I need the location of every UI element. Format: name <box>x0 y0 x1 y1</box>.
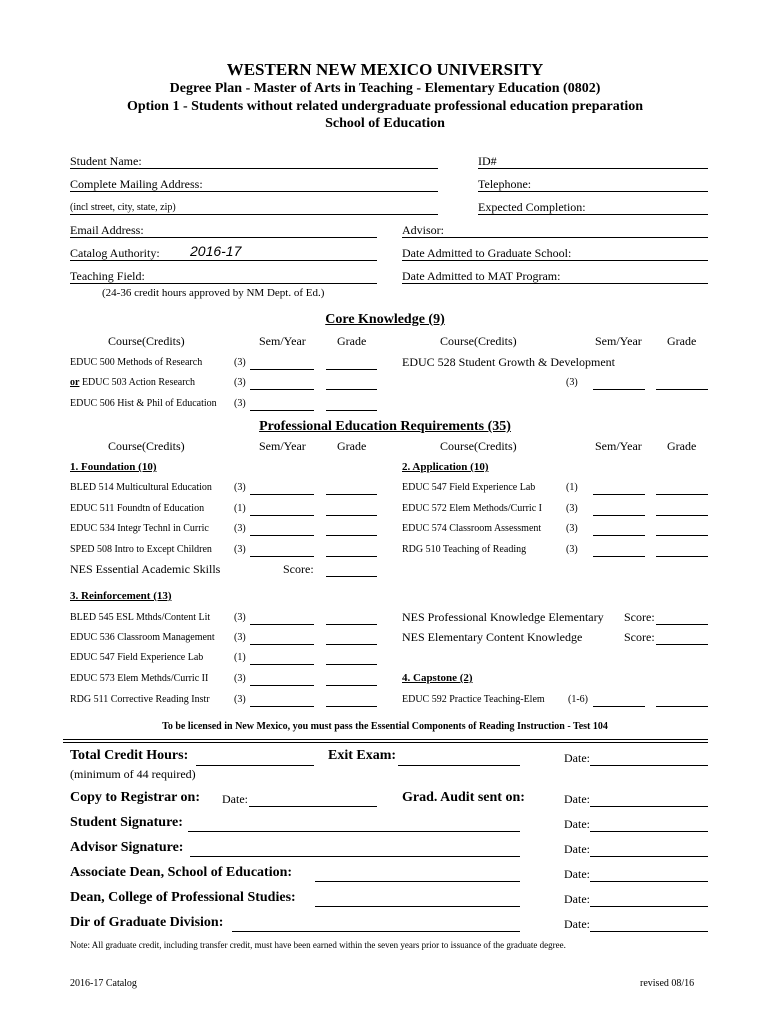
educ528-sem-field[interactable] <box>593 389 645 390</box>
reinforcement-sem-3[interactable] <box>250 664 314 665</box>
reinforcement-sem-2[interactable] <box>250 644 314 645</box>
foundation-title: 1. Foundation (10) <box>70 461 157 473</box>
dean-signature-field[interactable] <box>315 906 520 907</box>
nes-professional-label: NES Professional Knowledge Elementary <box>402 610 604 624</box>
application-title: 2. Application (10) <box>402 461 489 473</box>
foundation-sem-4[interactable] <box>250 556 314 557</box>
dir-grad-date-field[interactable] <box>590 931 708 932</box>
id-field[interactable] <box>478 168 708 169</box>
id-label: ID# <box>478 154 497 168</box>
reinforcement-sem-4[interactable] <box>250 685 314 686</box>
exit-exam-date-field[interactable] <box>590 765 708 766</box>
foundation-course-2: EDUC 511 Foundtn of Education <box>70 503 205 514</box>
grad-audit-date-label: Date: <box>564 792 590 806</box>
dean-label: Dean, College of Professional Studies: <box>70 890 296 905</box>
university-title: WESTERN NEW MEXICO UNIVERSITY <box>226 60 544 79</box>
application-course-2: EDUC 572 Elem Methods/Curric I <box>402 503 542 514</box>
foundation-credits-3: (3) <box>234 523 246 534</box>
application-course-4: RDG 510 Teaching of Reading <box>402 544 527 555</box>
capstone-title: 4. Capstone (2) <box>402 672 473 684</box>
foundation-course-4: SPED 508 Intro to Except Children <box>70 544 212 555</box>
col-grade-left-2: Grade <box>337 439 367 453</box>
license-note: To be licensed in New Mexico, you must pass the Essential Components of Reading Instruction - Test 104 <box>162 721 608 732</box>
mailing-address-label: Complete Mailing Address: <box>70 177 203 191</box>
advisor-signature-field[interactable] <box>190 856 520 857</box>
educ506-grade-field[interactable] <box>326 410 377 411</box>
educ528-grade-field[interactable] <box>656 389 708 390</box>
reinforcement-credits-3: (1) <box>234 652 246 663</box>
dean-date-field[interactable] <box>590 906 708 907</box>
application-sem-2[interactable] <box>593 515 645 516</box>
educ592-sem-field[interactable] <box>593 706 645 707</box>
col-course-left: Course(Credits) <box>108 334 185 348</box>
or-label: or <box>70 377 80 388</box>
col-course-right: Course(Credits) <box>440 334 517 348</box>
copy-registrar-date-field[interactable] <box>249 806 377 807</box>
foundation-grade-4[interactable] <box>326 556 377 557</box>
reinforcement-sem-1[interactable] <box>250 624 314 625</box>
foundation-grade-1[interactable] <box>326 494 377 495</box>
reinforcement-credits-4: (3) <box>234 673 246 684</box>
educ500-credits: (3) <box>234 357 246 368</box>
divider-rule-2 <box>63 742 708 743</box>
col-grade-right: Grade <box>667 334 697 348</box>
educ528-course: EDUC 528 Student Growth & Development <box>402 355 615 369</box>
reinforcement-sem-5[interactable] <box>250 706 314 707</box>
educ503-credits: (3) <box>234 377 246 388</box>
nes-content-label: NES Elementary Content Knowledge <box>402 630 583 644</box>
reinforcement-credits-5: (3) <box>234 694 246 705</box>
application-grade-1[interactable] <box>656 494 708 495</box>
foundation-sem-1[interactable] <box>250 494 314 495</box>
foundation-grade-3[interactable] <box>326 535 377 536</box>
application-course-3: EDUC 574 Classroom Assessment <box>402 523 542 534</box>
col-grade-left: Grade <box>337 334 367 348</box>
reinforcement-course-3: EDUC 547 Field Experience Lab <box>70 652 204 663</box>
assoc-dean-label: Associate Dean, School of Education: <box>70 865 293 880</box>
student-name-field[interactable] <box>70 168 438 169</box>
educ500-course: EDUC 500 Methods of Research <box>70 357 203 368</box>
assoc-dean-signature-field[interactable] <box>315 881 520 882</box>
teaching-field-label: Teaching Field: <box>70 269 145 283</box>
educ506-course: EDUC 506 Hist & Phil of Education <box>70 398 217 409</box>
date-admitted-mat-label: Date Admitted to MAT Program: <box>402 269 561 283</box>
foundation-credits-2: (1) <box>234 503 246 514</box>
reinforcement-credits-2: (3) <box>234 632 246 643</box>
option-title: Option 1 - Students without related undergraduate professional education preparation <box>126 99 644 114</box>
catalog-year: 2016-17 Catalog <box>70 978 137 989</box>
dir-grad-date-label: Date: <box>564 917 590 931</box>
reinforcement-course-4: EDUC 573 Elem Methds/Curric II <box>70 673 209 684</box>
col-course-right-2: Course(Credits) <box>440 439 517 453</box>
application-credits-1: (1) <box>566 482 578 493</box>
educ506-credits: (3) <box>234 398 246 409</box>
telephone-field[interactable] <box>478 191 708 192</box>
nes-academic-score-label: Score: <box>283 562 314 576</box>
application-credits-4: (3) <box>566 544 578 555</box>
reinforcement-title: 3. Reinforcement (13) <box>70 590 172 602</box>
professional-title: Professional Education Requirements (35) <box>259 419 511 434</box>
col-sem-left-2: Sem/Year <box>259 439 306 453</box>
total-credit-label: Total Credit Hours: <box>70 748 189 763</box>
copy-registrar-date-label: Date: <box>222 792 248 806</box>
student-signature-date-label: Date: <box>564 817 590 831</box>
copy-registrar-label: Copy to Registrar on: <box>70 790 201 805</box>
degree-plan-title: Degree Plan - Master of Arts in Teaching - Elementary Education (0802) <box>169 81 601 96</box>
dir-grad-label: Dir of Graduate Division: <box>70 915 224 930</box>
foundation-credits-1: (3) <box>234 482 246 493</box>
col-course-left-2: Course(Credits) <box>108 439 185 453</box>
reinforcement-grade-4[interactable] <box>326 685 377 686</box>
application-credits-3: (3) <box>566 523 578 534</box>
school-title: School of Education <box>325 116 445 131</box>
reinforcement-grade-1[interactable] <box>326 624 377 625</box>
educ503-grade-field[interactable] <box>326 389 377 390</box>
application-credits-2: (3) <box>566 503 578 514</box>
advisor-signature-date-field[interactable] <box>590 856 708 857</box>
application-grade-2[interactable] <box>656 515 708 516</box>
foundation-course-3: EDUC 534 Integr Technl in Curric <box>70 523 209 534</box>
core-knowledge-title: Core Knowledge (9) <box>325 312 445 327</box>
nes-professional-score-field[interactable] <box>656 624 708 625</box>
telephone-label: Telephone: <box>478 177 532 191</box>
catalog-authority-label: Catalog Authority: <box>70 246 160 260</box>
application-grade-4[interactable] <box>656 556 708 557</box>
col-grade-right-2: Grade <box>667 439 697 453</box>
educ503-course: EDUC 503 Action Research <box>81 377 195 388</box>
footer-note: Note: All graduate credit, including transfer credit, must have been earned within the seven years prior to issuance of the graduate degree. <box>70 940 566 950</box>
expected-completion-label: Expected Completion: <box>478 200 586 214</box>
date-admitted-grad-field[interactable] <box>402 260 708 261</box>
student-signature-field[interactable] <box>188 831 520 832</box>
teaching-field-field[interactable] <box>70 283 377 284</box>
foundation-credits-4: (3) <box>234 544 246 555</box>
credit-hours-note: (24-36 credit hours approved by NM Dept. of Ed.) <box>102 287 325 299</box>
nes-content-score-label: Score: <box>624 630 655 644</box>
minimum-credits-note: (minimum of 44 required) <box>70 767 196 781</box>
educ500-sem-field[interactable] <box>250 369 314 370</box>
educ592-grade-field[interactable] <box>656 706 708 707</box>
col-sem-left: Sem/Year <box>259 334 306 348</box>
advisor-signature-label: Advisor Signature: <box>70 840 184 855</box>
reinforcement-grade-3[interactable] <box>326 664 377 665</box>
assoc-dean-date-label: Date: <box>564 867 590 881</box>
col-sem-right-2: Sem/Year <box>595 439 642 453</box>
grad-audit-label: Grad. Audit sent on: <box>402 790 525 805</box>
exit-exam-date-label: Date: <box>564 751 590 765</box>
educ503-sem-field[interactable] <box>250 389 314 390</box>
nes-academic-score-field[interactable] <box>326 576 377 577</box>
date-admitted-mat-field[interactable] <box>402 283 708 284</box>
reinforcement-course-5: RDG 511 Corrective Reading Instr <box>70 694 210 705</box>
foundation-grade-2[interactable] <box>326 515 377 516</box>
application-sem-3[interactable] <box>593 535 645 536</box>
student-signature-date-field[interactable] <box>590 831 708 832</box>
address-line-2[interactable] <box>70 214 438 215</box>
educ506-sem-field[interactable] <box>250 410 314 411</box>
email-field[interactable] <box>70 237 377 238</box>
student-name-label: Student Name: <box>70 154 142 168</box>
exit-exam-field[interactable] <box>398 765 520 766</box>
advisor-signature-date-label: Date: <box>564 842 590 856</box>
educ503-row <box>70 377 195 388</box>
exit-exam-label: Exit Exam: <box>328 748 397 763</box>
reinforcement-credits-1: (3) <box>234 612 246 623</box>
application-sem-1[interactable] <box>593 494 645 495</box>
grad-audit-date-field[interactable] <box>590 806 708 807</box>
divider-rule-1 <box>63 739 708 740</box>
email-label: Email Address: <box>70 223 144 237</box>
col-sem-right: Sem/Year <box>595 334 642 348</box>
advisor-field[interactable] <box>402 237 708 238</box>
foundation-sem-2[interactable] <box>250 515 314 516</box>
reinforcement-grade-2[interactable] <box>326 644 377 645</box>
catalog-authority-field <box>70 260 377 261</box>
date-admitted-grad-label: Date Admitted to Graduate School: <box>402 246 572 260</box>
advisor-label: Advisor: <box>402 223 444 237</box>
expected-completion-field[interactable] <box>478 214 708 215</box>
educ592-credits: (1-6) <box>568 694 588 705</box>
nes-professional-score-label: Score: <box>624 610 655 624</box>
foundation-sem-3[interactable] <box>250 535 314 536</box>
application-grade-3[interactable] <box>656 535 708 536</box>
mailing-address-field[interactable] <box>70 191 438 192</box>
foundation-course-1: BLED 514 Multicultural Education <box>70 482 212 493</box>
reinforcement-grade-5[interactable] <box>326 706 377 707</box>
assoc-dean-date-field[interactable] <box>590 881 708 882</box>
revised-date: revised 08/16 <box>640 978 695 989</box>
nes-content-score-field[interactable] <box>656 644 708 645</box>
educ500-grade-field[interactable] <box>326 369 377 370</box>
dir-grad-signature-field[interactable] <box>232 931 520 932</box>
reinforcement-course-2: EDUC 536 Classroom Management <box>70 632 215 643</box>
reinforcement-course-1: BLED 545 ESL Mthds/Content Lit <box>70 612 211 623</box>
dean-date-label: Date: <box>564 892 590 906</box>
total-credit-field[interactable] <box>196 765 314 766</box>
address-hint: (incl street, city, state, zip) <box>70 202 176 213</box>
educ528-credits: (3) <box>566 377 578 388</box>
application-sem-4[interactable] <box>593 556 645 557</box>
application-course-1: EDUC 547 Field Experience Lab <box>402 482 536 493</box>
catalog-authority-value[interactable]: 2016-17 <box>190 243 242 259</box>
student-signature-label: Student Signature: <box>70 815 183 830</box>
educ592-course: EDUC 592 Practice Teaching-Elem <box>402 694 545 705</box>
nes-academic-label: NES Essential Academic Skills <box>70 562 221 576</box>
